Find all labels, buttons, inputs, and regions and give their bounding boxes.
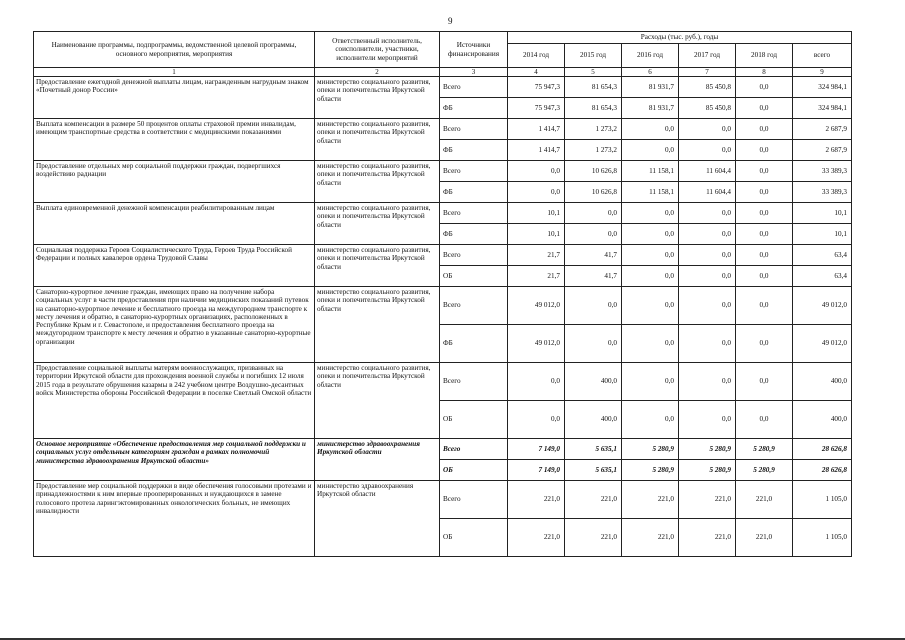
expense-value: 10,1 bbox=[508, 203, 565, 224]
funding-source: ФБ bbox=[440, 224, 508, 245]
funding-source: Всего bbox=[440, 203, 508, 224]
expense-value: 21,7 bbox=[508, 245, 565, 266]
expense-total: 324 984,1 bbox=[793, 98, 852, 119]
expense-total: 2 687,9 bbox=[793, 140, 852, 161]
expense-total: 2 687,9 bbox=[793, 119, 852, 140]
expense-value: 0,0 bbox=[622, 266, 679, 287]
expense-value: 0,0 bbox=[679, 140, 736, 161]
expense-value: 0,0 bbox=[679, 203, 736, 224]
table-row bbox=[34, 287, 852, 325]
expense-value: 0,0 bbox=[736, 203, 793, 224]
expense-value: 75 947,3 bbox=[508, 77, 565, 98]
funding-source: ОБ bbox=[440, 460, 508, 481]
expense-total: 28 626,8 bbox=[793, 460, 852, 481]
table-row bbox=[34, 439, 852, 460]
activity-name: Санаторно-курортное лечение граждан, имеющих право на получение набора социальных услуг в части предоставления при наличии медицинских показаний путевок на санаторно-курортное лечение и бесплатного проезда на междугороднем транспорте к месту лечения и обратно, в санаторно-курортных организациях, расположенных в Республике Крым и г. Севастополе, и предоставления бесплатного проезда на междугородном транспорте к месту лечения и обратно в указанные санаторно-курортные организации bbox=[34, 287, 315, 363]
expense-value: 0,0 bbox=[622, 245, 679, 266]
expense-value: 221,0 bbox=[736, 519, 793, 557]
expense-value: 0,0 bbox=[508, 363, 565, 401]
expense-value: 0,0 bbox=[508, 161, 565, 182]
expense-value: 221,0 bbox=[679, 519, 736, 557]
expense-value: 221,0 bbox=[679, 481, 736, 519]
col-index: 9 bbox=[793, 68, 852, 77]
expense-value: 7 149,0 bbox=[508, 460, 565, 481]
header-total: всего bbox=[793, 44, 852, 68]
expense-value: 11 158,1 bbox=[622, 161, 679, 182]
activity-executor: министерство здравоохранения Иркутской области bbox=[315, 481, 440, 557]
expense-value: 0,0 bbox=[622, 363, 679, 401]
activity-executor: министерство социального развития, опеки и попечительства Иркутской области bbox=[315, 77, 440, 119]
activity-name: Предоставление социальной выплаты матерям военнослужащих, призванных на территории Иркутской области для прохождения военной службы и погибших 12 июля 2015 года в результате обрушения казармы в 242 учебном центре Воздушно-десантных войск Министерства обороны Российской Федерации в поселке Светлый Омской области bbox=[34, 363, 315, 439]
funding-source: Всего bbox=[440, 161, 508, 182]
expense-total: 49 012,0 bbox=[793, 287, 852, 325]
expense-value: 81 654,3 bbox=[565, 98, 622, 119]
header-source: Источники финансирования bbox=[440, 32, 508, 68]
expense-value: 5 280,9 bbox=[679, 460, 736, 481]
expense-value: 41,7 bbox=[565, 245, 622, 266]
expense-value: 0,0 bbox=[736, 363, 793, 401]
funding-source: Всего bbox=[440, 119, 508, 140]
expense-total: 63,4 bbox=[793, 245, 852, 266]
expense-value: 0,0 bbox=[679, 287, 736, 325]
funding-source: ОБ bbox=[440, 401, 508, 439]
expense-value: 1 273,2 bbox=[565, 119, 622, 140]
col-index: 8 bbox=[736, 68, 793, 77]
funding-source: ФБ bbox=[440, 325, 508, 363]
funding-source: ФБ bbox=[440, 182, 508, 203]
expense-value: 0,0 bbox=[736, 182, 793, 203]
expense-total: 10,1 bbox=[793, 203, 852, 224]
header-year: 2018 год bbox=[736, 44, 793, 68]
expense-value: 0,0 bbox=[679, 266, 736, 287]
expense-value: 85 450,8 bbox=[679, 77, 736, 98]
header-expenses: Расходы (тыс. руб.), годы bbox=[508, 32, 852, 44]
expense-value: 75 947,3 bbox=[508, 98, 565, 119]
expense-value: 5 635,1 bbox=[565, 460, 622, 481]
expense-value: 11 158,1 bbox=[622, 182, 679, 203]
expense-value: 221,0 bbox=[508, 481, 565, 519]
expense-value: 400,0 bbox=[565, 401, 622, 439]
table-row bbox=[34, 245, 852, 266]
activity-name: Социальная поддержка Героев Социалистического Труда, Героев Труда Российской Федерации и полных кавалеров ордена Трудовой Славы bbox=[34, 245, 315, 287]
expense-value: 0,0 bbox=[736, 98, 793, 119]
expense-value: 1 414,7 bbox=[508, 119, 565, 140]
funding-source: Всего bbox=[440, 287, 508, 325]
activity-executor: министерство социального развития, опеки и попечительства Иркутской области bbox=[315, 203, 440, 245]
funding-source: Всего bbox=[440, 77, 508, 98]
expense-value: 1 273,2 bbox=[565, 140, 622, 161]
expense-value: 221,0 bbox=[622, 519, 679, 557]
expense-value: 400,0 bbox=[565, 363, 622, 401]
expense-value: 0,0 bbox=[622, 224, 679, 245]
expense-total: 33 389,3 bbox=[793, 161, 852, 182]
expense-value: 0,0 bbox=[622, 203, 679, 224]
table-row bbox=[34, 161, 852, 182]
expense-value: 0,0 bbox=[736, 161, 793, 182]
expense-value: 0,0 bbox=[736, 266, 793, 287]
col-index: 3 bbox=[440, 68, 508, 77]
expense-value: 5 280,9 bbox=[679, 439, 736, 460]
expense-value: 0,0 bbox=[679, 245, 736, 266]
funding-source: Всего bbox=[440, 481, 508, 519]
expense-value: 0,0 bbox=[622, 325, 679, 363]
expense-value: 10,1 bbox=[508, 224, 565, 245]
expense-value: 0,0 bbox=[565, 287, 622, 325]
header-name: Наименование программы, подпрограммы, ведомственной целевой программы, основного мероприятия, мероприятия bbox=[34, 32, 315, 68]
funding-source: Всего bbox=[440, 363, 508, 401]
expense-value: 85 450,8 bbox=[679, 98, 736, 119]
expense-value: 0,0 bbox=[622, 140, 679, 161]
activity-name: Предоставление отдельных мер социальной поддержки граждан, подвергшихся воздействию радиации bbox=[34, 161, 315, 203]
expense-total: 10,1 bbox=[793, 224, 852, 245]
activity-name: Предоставление мер социальной поддержки в виде обеспечения голосовыми протезами и принадлежностями к ним впервые прооперированных и нуждающихся в замене голосового протеза ларингэктомированных онкологических больных, не имеющих инвалидности bbox=[34, 481, 315, 557]
expense-value: 7 149,0 bbox=[508, 439, 565, 460]
expense-value: 0,0 bbox=[736, 245, 793, 266]
activity-executor: министерство социального развития, опеки и попечительства Иркутской области bbox=[315, 161, 440, 203]
table-row bbox=[34, 77, 852, 98]
expense-value: 221,0 bbox=[622, 481, 679, 519]
expense-value: 5 280,9 bbox=[736, 460, 793, 481]
expense-value: 11 604,4 bbox=[679, 182, 736, 203]
expense-total: 1 105,0 bbox=[793, 481, 852, 519]
funding-source: ФБ bbox=[440, 140, 508, 161]
expense-value: 81 654,3 bbox=[565, 77, 622, 98]
expense-value: 0,0 bbox=[736, 401, 793, 439]
header-year: 2017 год bbox=[679, 44, 736, 68]
expense-value: 49 012,0 bbox=[508, 325, 565, 363]
funding-source: ОБ bbox=[440, 519, 508, 557]
activity-executor: министерство социального развития, опеки и попечительства Иркутской области bbox=[315, 245, 440, 287]
expense-total: 324 984,1 bbox=[793, 77, 852, 98]
expense-value: 5 280,9 bbox=[622, 460, 679, 481]
expense-value: 0,0 bbox=[736, 224, 793, 245]
expense-value: 5 280,9 bbox=[736, 439, 793, 460]
expense-total: 400,0 bbox=[793, 363, 852, 401]
expense-value: 0,0 bbox=[736, 287, 793, 325]
col-index: 6 bbox=[622, 68, 679, 77]
expense-value: 0,0 bbox=[622, 287, 679, 325]
activity-executor: министерство социального развития, опеки и попечительства Иркутской области bbox=[315, 287, 440, 363]
col-index: 1 bbox=[34, 68, 315, 77]
expense-value: 221,0 bbox=[508, 519, 565, 557]
expense-value: 0,0 bbox=[565, 203, 622, 224]
expense-value: 5 635,1 bbox=[565, 439, 622, 460]
expense-value: 0,0 bbox=[622, 119, 679, 140]
funding-source: ФБ bbox=[440, 98, 508, 119]
col-index: 7 bbox=[679, 68, 736, 77]
header-year: 2016 год bbox=[622, 44, 679, 68]
expense-value: 0,0 bbox=[508, 401, 565, 439]
expense-value: 10 626,8 bbox=[565, 161, 622, 182]
activity-executor: министерство социального развития, опеки и попечительства Иркутской области bbox=[315, 119, 440, 161]
expense-value: 0,0 bbox=[679, 224, 736, 245]
header-executor: Ответственный исполнитель, соисполнители, участники, исполнители мероприятий bbox=[315, 32, 440, 68]
expense-value: 1 414,7 bbox=[508, 140, 565, 161]
header-year: 2014 год bbox=[508, 44, 565, 68]
col-index: 2 bbox=[315, 68, 440, 77]
expense-value: 0,0 bbox=[679, 401, 736, 439]
header-year: 2015 год bbox=[565, 44, 622, 68]
expense-value: 10 626,8 bbox=[565, 182, 622, 203]
activity-name: Выплата единовременной денежной компенсации реабилитированным лицам bbox=[34, 203, 315, 245]
expense-value: 0,0 bbox=[736, 77, 793, 98]
expenses-table bbox=[33, 31, 852, 557]
expense-value: 221,0 bbox=[736, 481, 793, 519]
expense-value: 0,0 bbox=[736, 325, 793, 363]
expense-value: 81 931,7 bbox=[622, 77, 679, 98]
expense-value: 11 604,4 bbox=[679, 161, 736, 182]
expense-value: 0,0 bbox=[508, 182, 565, 203]
table-row bbox=[34, 119, 852, 140]
expense-total: 49 012,0 bbox=[793, 325, 852, 363]
expense-total: 1 105,0 bbox=[793, 519, 852, 557]
funding-source: Всего bbox=[440, 439, 508, 460]
col-index: 5 bbox=[565, 68, 622, 77]
expense-value: 21,7 bbox=[508, 266, 565, 287]
expense-value: 49 012,0 bbox=[508, 287, 565, 325]
expense-total: 28 626,8 bbox=[793, 439, 852, 460]
expense-total: 33 389,3 bbox=[793, 182, 852, 203]
expense-value: 0,0 bbox=[565, 224, 622, 245]
activity-executor: министерство здравоохранения Иркутской области bbox=[315, 439, 440, 481]
expense-value: 221,0 bbox=[565, 481, 622, 519]
expense-value: 5 280,9 bbox=[622, 439, 679, 460]
funding-source: ОБ bbox=[440, 266, 508, 287]
expense-value: 221,0 bbox=[565, 519, 622, 557]
activity-executor: министерство социального развития, опеки и попечительства Иркутской области bbox=[315, 363, 440, 439]
expense-value: 0,0 bbox=[679, 363, 736, 401]
expense-total: 400,0 bbox=[793, 401, 852, 439]
expense-value: 0,0 bbox=[736, 119, 793, 140]
col-index: 4 bbox=[508, 68, 565, 77]
expense-total: 63,4 bbox=[793, 266, 852, 287]
expense-value: 0,0 bbox=[679, 325, 736, 363]
expense-value: 0,0 bbox=[565, 325, 622, 363]
page-number: 9 bbox=[448, 16, 453, 26]
activity-name: Основное мероприятие «Обеспечение предоставления мер социальной поддержки и социальных услуг отдельным категориям граждан в рамках полномочий министерства здравоохранения Иркутской области» bbox=[34, 439, 315, 481]
table-row bbox=[34, 363, 852, 401]
activity-name: Предоставление ежегодной денежной выплаты лицам, награжденным нагрудным знаком «Почетный донор России» bbox=[34, 77, 315, 119]
expense-value: 41,7 bbox=[565, 266, 622, 287]
activity-name: Выплата компенсации в размере 50 процентов оплаты страховой премии инвалидам, имеющим транспортные средства в соответствии с медицинскими показаниями bbox=[34, 119, 315, 161]
table-row bbox=[34, 203, 852, 224]
expense-value: 0,0 bbox=[622, 401, 679, 439]
expense-value: 81 931,7 bbox=[622, 98, 679, 119]
expense-value: 0,0 bbox=[679, 119, 736, 140]
table-body bbox=[34, 77, 852, 557]
funding-source: Всего bbox=[440, 245, 508, 266]
table-row bbox=[34, 481, 852, 519]
expense-value: 0,0 bbox=[736, 140, 793, 161]
